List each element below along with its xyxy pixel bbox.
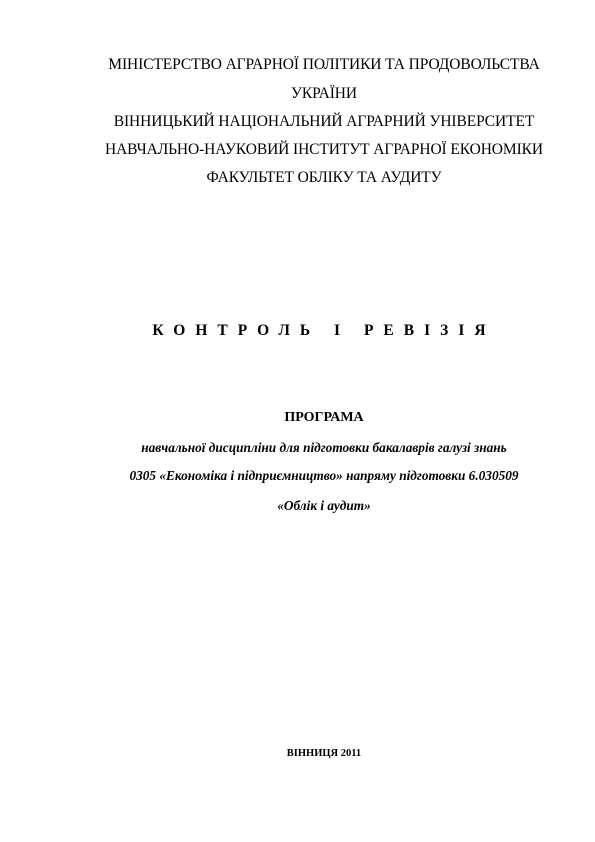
- program-line-3: «Облік і аудит»: [277, 498, 371, 513]
- institute-name: НАВЧАЛЬНО-НАУКОВИЙ ІНСТИТУТ АГРАРНОЇ ЕКОНОМІКИ: [105, 141, 543, 158]
- program-line-2: 0305 «Економіка і підприємництво» напряму підготовки 6.030509: [129, 468, 519, 483]
- city-year: ВІННИЦЯ 2011: [286, 748, 362, 759]
- ministry-line-2: УКРАЇНИ: [291, 85, 357, 102]
- university-name: ВІННИЦЬКИЙ НАЦІОНАЛЬНИЙ АГРАРНИЙ УНІВЕРСИТЕТ: [113, 113, 535, 130]
- program-line-1: навчальної дисципліни для підготовки бакалаврів галузі знань: [141, 440, 507, 455]
- faculty-name: ФАКУЛЬТЕТ ОБЛІКУ ТА АУДИТУ: [206, 169, 442, 186]
- document-title: КОНТРОЛЬ І РЕВІЗІЯ: [152, 322, 496, 339]
- ministry-line-1: МІНІСТЕРСТВО АГРАРНОЇ ПОЛІТИКИ ТА ПРОДОВОЛЬСТВА: [108, 56, 540, 73]
- program-heading: ПРОГРАМА: [284, 410, 364, 425]
